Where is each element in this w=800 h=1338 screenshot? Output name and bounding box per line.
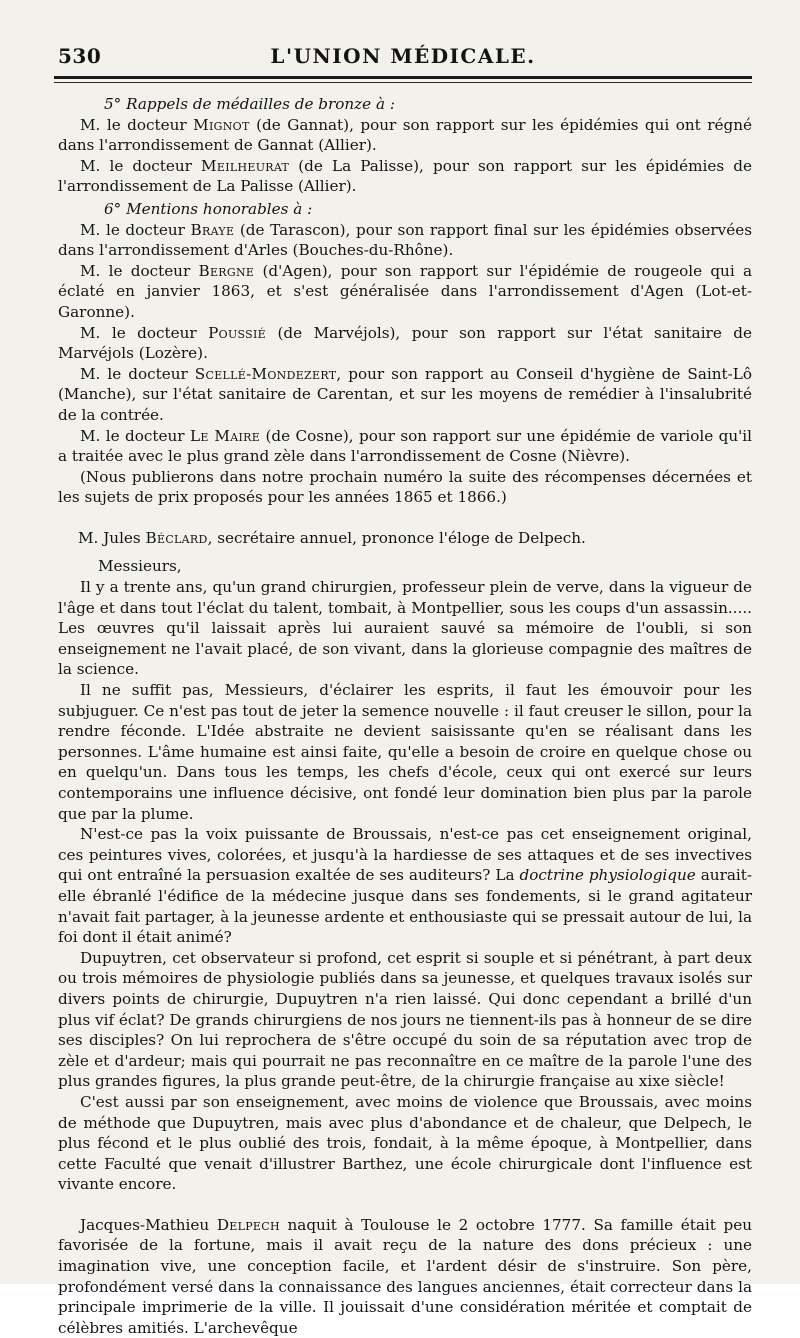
award-lemaire [58,426,752,467]
eulogy-paragraph-2: Il ne suffit pas, Messieurs, d'éclairer les esprits, il faut les émouvoir pour les subjuguer. Ce n'est pas tout de jeter la semence nouvelle : il faut creuser le sillon, pour la rendre féconde. L'Idée abstraite ne devient saisissante qu'en se réalisant dans les personnes. L'âme humaine est ainsi faite, qu'elle a besoin de croire en quelque chose ou en quelqu'un. Dans tous les temps, les chefs d'école, ceux qui ont exercé sur leurs contemporains une influence décisive, ont fondé leur domination bien plus par la parole que par la plume. [58,681,752,823]
award-text: (de Cosne), pour son rapport sur une épidémie de variole qu'il a traitée avec le plus grand zèle dans l'arrondissement de Cosne (Nièvre). [58,426,753,466]
award-prefix: M. le docteur [80,220,191,239]
biography-paragraph [58,1215,752,1338]
doctor-name: Scellé-Mondezert [194,364,337,383]
award-meilheurat [58,156,752,197]
award-text: , pour son rapport au Conseil d'hygiène de Saint-Lô (Manche), sur l'état sanitaire de Carentan, et sur les moyens de remédier à l'insalubrité de la contrée. [58,364,752,424]
award-prefix: M. le docteur [80,115,194,134]
award-bergne [58,261,752,323]
subject-name: Delpech [216,1215,280,1234]
section-heading-mentions: 6° Mentions honorables à : [104,199,313,218]
award-prefix: M. le docteur [80,261,199,280]
eulogy-paragraph-5: C'est aussi par son enseignement, avec moins de violence que Broussais, avec moins de méthode que Dupuytren, mais avec plus d'abondance et de chaleur, que Delpech, le plus fécond et le plus oublié des trois, fondait, à la même époque, à Montpellier, dans cette Faculté que venait d'illustrer Barthez, une école chirurgicale dont l'influence est vivante encore. [58,1092,752,1194]
award-text: (de La Palisse), pour son rapport sur les épidémies de l'arrondissement de La Palisse (Allier). [58,156,752,196]
award-text: (de Marvéjols), pour son rapport sur l'état sanitaire de Marvéjols (Lozère). [58,323,752,363]
eulogy-paragraph-3 [58,824,752,948]
doctor-name: Poussié [208,323,266,342]
bio-prefix: Jacques-Mathieu [80,1215,217,1234]
paragraph-text: aurait-elle ébranlé l'édifice de la médecine jusque dans ses fondements, si le grand agitateur n'avait fait partager, à la jeunesse ardente et enthousiaste qui se pressait autour de lui, la foi dont il était animé? [58,866,752,947]
address-intro [58,528,752,549]
page-header [54,42,752,74]
article-body [58,92,752,1338]
award-text: (de Tarascon), pour son rapport final sur les épidémies observées dans l'arrondissement d'Arles (Bouches-du-Rhône). [58,220,752,260]
speaker-name: Béclard [145,528,208,547]
award-prefix: M. le docteur [80,364,195,383]
section-heading-bronze: 5° Rappels de médailles de bronze à : [104,95,395,113]
award-text: (d'Agen), pour son rapport sur l'épidémie de rougeole qui a éclaté en janvier 1863, et s'est généralisée dans l'arrondissement d'Agen (Lot-et-Garonne). [58,261,753,321]
award-text: (de Gannat), pour son rapport sur les épidémies qui ont régné dans l'arrondissement de Gannat (Allier). [58,115,752,155]
award-poussie [58,323,752,364]
doctor-name: Le Maire [189,426,261,445]
address-prefix: M. Jules [78,528,146,547]
award-braye [58,220,752,261]
editorial-note: (Nous publierons dans notre prochain numéro la suite des récompenses décernées et les sujets de prix proposés pour les années 1865 et 1866.) [58,467,752,507]
eulogy-paragraph-4: Dupuytren, cet observateur si profond, cet esprit si souple et si pénétrant, à part deux ou trois mémoires de physiologie publiés dans sa jeunesse, et quelques travaux isolés sur divers points de chirurgie, Dupuytren n'a rien laissé. Qui donc cependant a brillé d'un plus vif éclat? De grands chirurgiens de nos jours ne tiennent-ils pas à honneur de se dire ses disciples? On lui reprochera de s'être occupé du soin de sa réputation avec trop de zèle et d'ardeur; mais qui pourrait ne pas reconnaître en ce maître de la parole l'une des plus grandes figures, la plus grande peut-être, de la chirurgie française au xixe siècle! [58,948,752,1091]
doctor-name: Mignot [193,115,250,134]
award-mignot [58,115,752,156]
doctor-name: Meilheurat [201,156,290,175]
header-rule [54,76,752,79]
doctor-name: Braye [190,220,235,239]
page-number: 530 [58,44,102,68]
header-rule-thin [54,82,752,83]
award-scelle [58,364,752,426]
running-title: L'UNION MÉDICALE. [270,44,536,68]
salutation: Messieurs, [98,557,182,576]
italic-term: doctrine physiologique [519,866,696,885]
bio-text: naquit à Toulouse le 2 octobre 1777. Sa famille était peu favorisée de la fortune, mais il avait reçu de la nature des dons précieux : une imagination vive, une conception facile, et l'ardent désir de s'instruire. Son père, profondément versé dans la connaissance des langues anciennes, était correcteur dans la principale imprimerie de la ville. Il jouissait d'une considération méritée et comptait de célèbres amitiés. L'archevêque [58,1215,752,1337]
address-text: , secrétaire annuel, prononce l'éloge de Delpech. [207,528,586,547]
paragraph-text: N'est-ce pas la voix puissante de Broussais, n'est-ce pas cet enseignement original, ces peintures vives, colorées, et jusqu'à la hardiesse de ses attaques et de ses invectives qui ont entraîné la persuasion exaltée de ses auditeurs? La [58,825,752,885]
award-prefix: M. le docteur [80,426,190,445]
doctor-name: Bergne [198,261,255,280]
award-prefix: M. le docteur [80,156,202,175]
award-prefix: M. le docteur [80,323,209,342]
eulogy-paragraph-1: Il y a trente ans, qu'un grand chirurgien, professeur plein de verve, dans la vigueur de l'âge et dans tout l'éclat du talent, tombait, à Montpellier, sous les coups d'un assassin..... Les œuvres qu'il laissait après lui auraient sauvé sa mémoire de l'oubli, si son enseignement ne l'avait placé, de son vivant, dans la glorieuse compagnie des maîtres de la science. [58,578,752,679]
